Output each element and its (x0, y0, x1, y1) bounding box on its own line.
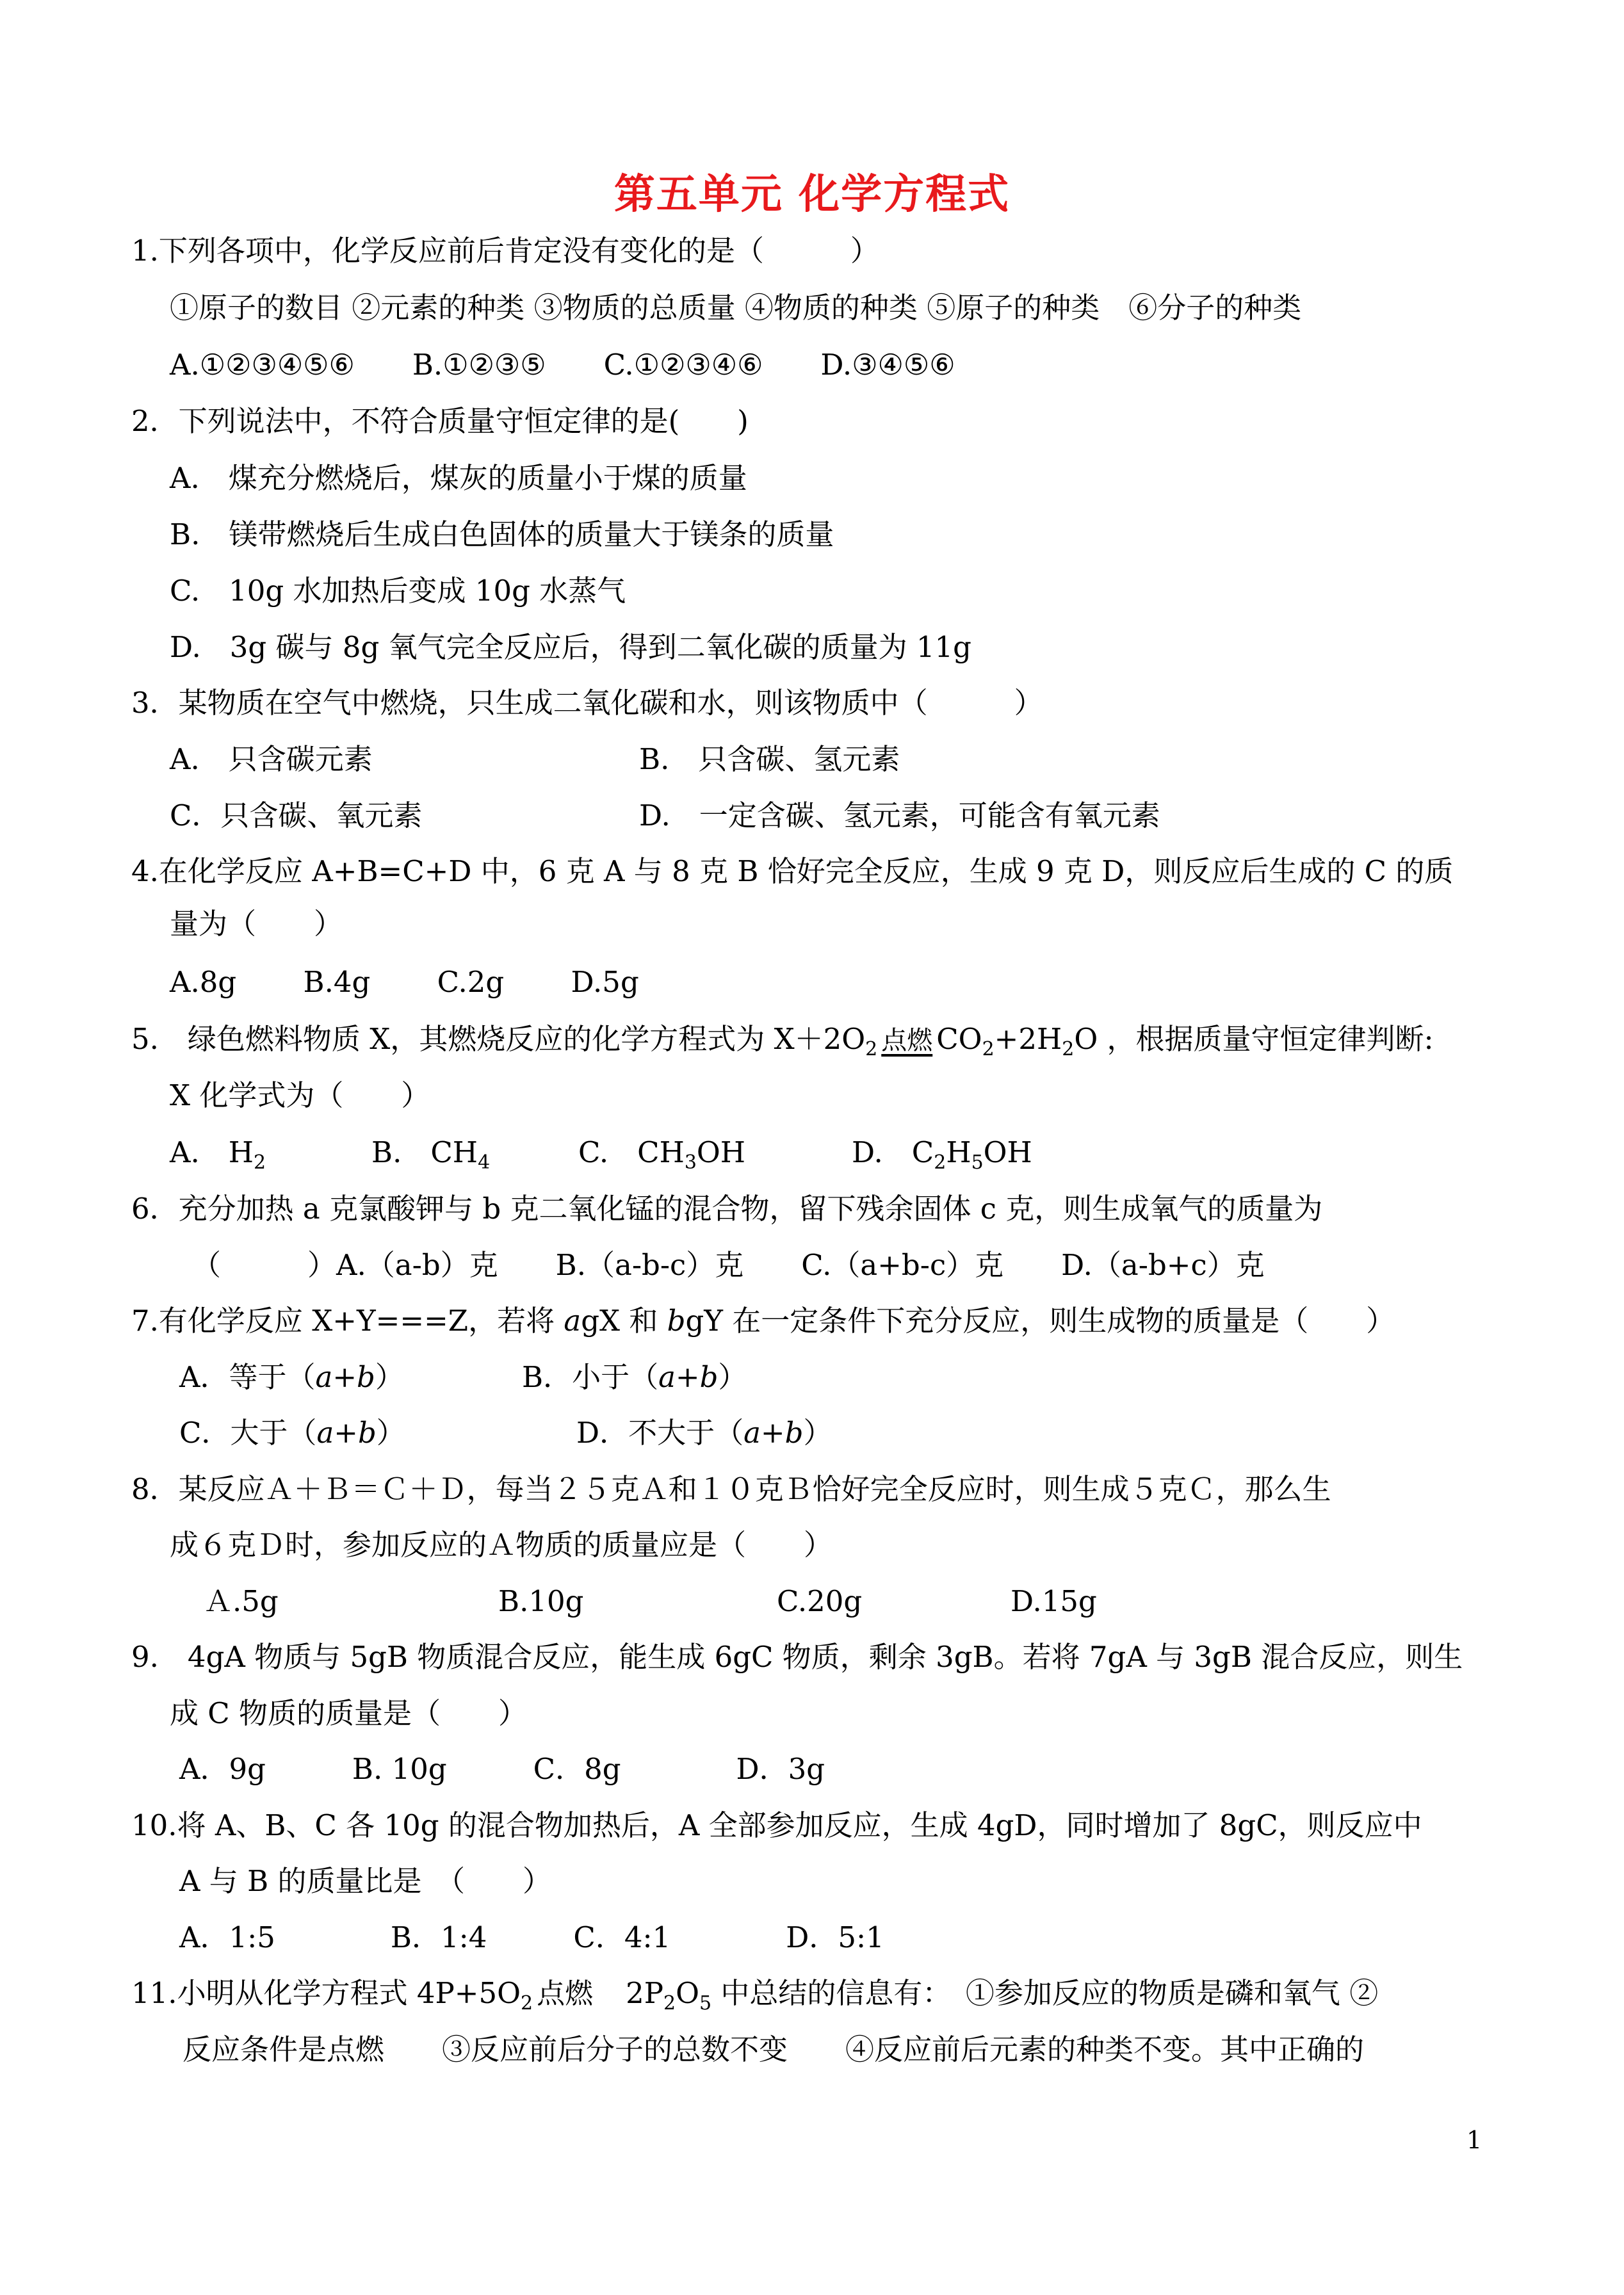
question-8-stem: 8．某反应Ａ＋Ｂ＝Ｃ＋Ｄ，每当２５克Ａ和１０克Ｂ恰好完全反应时，则生成５克Ｃ，那么生 (131, 1472, 1331, 1506)
question-9-options: A．9g B. 10g C．8g D．3g (179, 1752, 825, 1786)
q11-product: 2P (597, 1976, 664, 2010)
question-3-stem: 3．某物质在空气中燃烧，只生成二氧化碳和水，则该物质中（ ） (131, 686, 1043, 720)
question-8-option-c: C.20g (777, 1584, 863, 1618)
q5-subscript: 2 (254, 1151, 266, 1174)
q5-subscript: 2 (934, 1151, 946, 1174)
question-7-stem (131, 1302, 1395, 1340)
q7-close-paren: ） (375, 1360, 404, 1394)
question-2-option-a: A. 煤充分燃烧后，煤灰的质量小于煤的质量 (170, 461, 747, 495)
q7-expression: a+b (743, 1416, 804, 1450)
question-9-stem-continued: 成 C 物质的质量是（ ） (170, 1696, 528, 1730)
question-2-option-d: D. 3g 碳与 8g 氧气完全反应后，得到二氧化碳的质量为 11g (170, 630, 971, 664)
q5-subscript: 4 (478, 1151, 491, 1174)
q5-product-1: CO (936, 1022, 982, 1056)
reaction-condition: 点燃 (881, 1026, 933, 1055)
q5-option-b-text: B. CH (371, 1135, 478, 1169)
q11-product-2: O (676, 1976, 700, 2010)
q7-stem-pre: 7.有化学反应 X+Y===Z，若将 (131, 1304, 564, 1338)
q11-subscript: 2 (663, 1992, 676, 2015)
question-8-stem-continued: 成６克Ｄ时，参加反应的Ａ物质的质量应是（ ） (170, 1528, 833, 1562)
q7-expression: a+b (658, 1360, 719, 1394)
question-3-option-b: B. 只含碳、氢元素 (639, 742, 900, 776)
question-8-option-b: B.10g (498, 1584, 584, 1618)
question-3-option-c: C．只含碳、氧元素 (170, 799, 423, 832)
q7-option-d-text: D．不大于（ (576, 1416, 744, 1450)
question-7-option-a (179, 1358, 404, 1397)
q5-option-d-mid: H (946, 1135, 971, 1169)
q7-expression: a+b (316, 1416, 377, 1450)
q7-expression: a+b (315, 1360, 375, 1394)
question-4-stem: 4.在化学反应 A+B=C+D 中，6 克 A 与 8 克 B 恰好完全反应，生成 9 克 D，则反应后生成的 C 的质 (131, 854, 1454, 888)
q5-subscript: 2 (1062, 1038, 1075, 1060)
q11-stem-pre: 11.小明从化学方程式 4P+5O (131, 1976, 521, 2010)
q7-stem-mid: gX 和 (581, 1304, 667, 1338)
page-number: 1 (1466, 2126, 1482, 2154)
question-4-stem-continued: 量为（ ） (170, 907, 343, 941)
question-1-stem: 1.下列各项中，化学反应前后肯定没有变化的是（ ） (131, 234, 879, 268)
question-2-option-c: C. 10g 水加热后变成 10g 水蒸气 (170, 574, 626, 608)
q11-subscript: 5 (699, 1992, 712, 2015)
q5-option-c-post: OH (696, 1135, 746, 1169)
q5-option-c-text: C. CH (578, 1135, 685, 1169)
question-3-option-a: A. 只含碳元素 (170, 742, 373, 776)
question-9-stem: 9. 4gA 物质与 5gB 物质混合反应，能生成 6gC 物质，剩余 3gB。若将 7gA 与 3gB 混合反应，则生 (131, 1640, 1463, 1674)
q7-close-paren: ） (718, 1360, 747, 1394)
question-1-items: ①原子的数目 ②元素的种类 ③物质的总质量 ④物质的种类 ⑤原子的种类 ⑥分子的种类 (170, 291, 1302, 325)
q7-option-a-text: A．等于（ (179, 1360, 316, 1394)
question-10-stem-continued: A 与 B 的质量比是 （ ） (179, 1864, 551, 1898)
q5-subscript: 5 (971, 1151, 984, 1174)
q7-variable-a: a (564, 1304, 581, 1338)
q11-stem-post: 中总结的信息有： ①参加反应的物质是磷和氧气 ② (711, 1976, 1379, 2010)
q7-option-c-text: C．大于（ (179, 1416, 317, 1450)
question-10-stem: 10.将 A、B、C 各 10g 的混合物加热后，A 全部参加反应，生成 4gD，同时增加了 8gC，则反应中 (131, 1808, 1422, 1842)
question-11-stem (131, 1974, 1378, 2023)
question-5-stem-continued: X 化学式为（ ） (170, 1078, 430, 1112)
reaction-condition: 点燃 (537, 1977, 594, 2010)
question-7-option-c (179, 1414, 405, 1452)
q7-close-paren: ） (376, 1416, 405, 1450)
q5-subscript: 2 (865, 1038, 878, 1060)
question-8-option-a: Ａ.5g (204, 1584, 279, 1618)
question-4-options: A.8g B.4g C.2g D.5g (170, 965, 639, 999)
question-3-option-d: D. 一定含碳、氢元素，可能含有氧元素 (639, 799, 1160, 832)
question-8-option-d: D.15g (1011, 1584, 1097, 1618)
q5-option-d-post: OH (983, 1135, 1032, 1169)
question-5-stem (131, 1020, 1434, 1069)
q11-subscript: 2 (521, 1992, 533, 2015)
question-5-option-a (170, 1133, 266, 1182)
question-7-option-d (576, 1414, 832, 1452)
q7-variable-b: b (667, 1304, 686, 1338)
question-10-options: A．1:5 B．1:4 C．4:1 D．5:1 (179, 1920, 884, 1954)
question-5-option-d (852, 1133, 1032, 1182)
question-2-option-b: B. 镁带燃烧后生成白色固体的质量大于镁条的质量 (170, 517, 834, 551)
question-2-stem: 2．下列说法中，不符合质量守恒定律的是( ) (131, 404, 749, 438)
q5-option-a-text: A. H (170, 1135, 254, 1169)
q5-product-2: +2H (994, 1022, 1062, 1056)
question-6-options: （ ）A.（a-b）克 B.（a-b-c）克 C.（a+b-c）克 D.（a-b+c）克 (192, 1248, 1265, 1282)
question-11-stem-continued: 反应条件是点燃 ③反应前后分子的总数不变 ④反应前后元素的种类不变。其中正确的 (183, 2032, 1365, 2066)
q7-close-paren: ） (803, 1416, 832, 1450)
question-5-option-b (371, 1133, 490, 1182)
question-7-option-b (522, 1358, 747, 1397)
q5-stem-pre: 5. 绿色燃料物质 X，其燃烧反应的化学方程式为 X＋2O (131, 1022, 866, 1056)
page-title: 第五单元 化学方程式 (613, 170, 1011, 218)
q5-subscript: 3 (684, 1151, 697, 1174)
question-5-option-c (578, 1133, 745, 1182)
q5-stem-post: O ，根据质量守恒定律判断: (1074, 1022, 1434, 1056)
q7-stem-post: gY 在一定条件下充分反应，则生成物的质量是（ ） (685, 1304, 1395, 1338)
question-6-stem: 6．充分加热 a 克氯酸钾与 b 克二氧化锰的混合物，留下残余固体 c 克，则生成氧气的质量为 (131, 1192, 1323, 1226)
q5-option-d-text: D. C (852, 1135, 934, 1169)
q7-option-b-text: B．小于（ (522, 1360, 659, 1394)
question-1-options: A.①②③④⑤⑥ B.①②③⑤ C.①②③④⑥ D.③④⑤⑥ (170, 348, 955, 382)
q5-subscript: 2 (982, 1038, 995, 1060)
